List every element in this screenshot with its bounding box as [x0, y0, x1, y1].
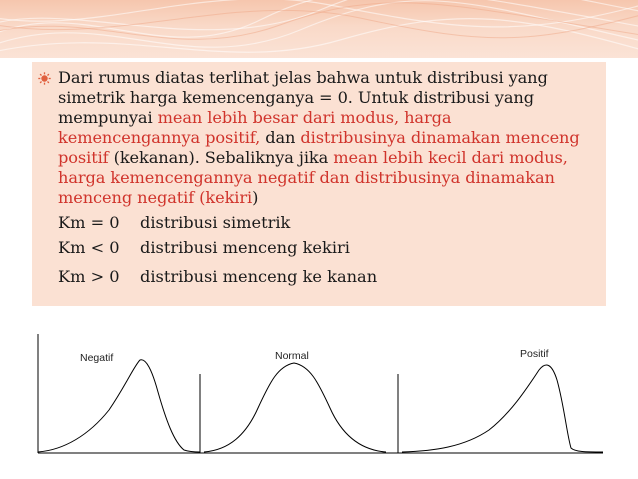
content-box — [32, 62, 606, 306]
skewness-paragraph — [38, 68, 596, 208]
positif-curve — [402, 365, 603, 452]
negatif-curve — [38, 360, 200, 452]
km-description: distribusi menceng ke kanan — [140, 267, 378, 286]
paragraph-segment-highlight: mean lebih besar dari modus, harga kemencengannya positif, — [58, 108, 452, 147]
km-rule-row — [38, 235, 596, 260]
km-expression: Km < 0 — [58, 238, 120, 257]
sun-bullet-icon — [38, 72, 51, 85]
skewness-curves-figure — [34, 330, 606, 458]
km-rule-list — [38, 210, 596, 289]
paragraph-segment: Dari rumus diatas terlihat jelas bahwa untuk distribusi yang simetrik harga kemencenganya = 0. Untuk distribusi yang mempunyai — [58, 68, 548, 127]
positif-label: Positif — [520, 348, 549, 360]
km-expression: Km = 0 — [58, 213, 120, 232]
normal-curve — [204, 363, 386, 452]
paragraph-segment: (kekanan). Sebaliknya jika — [108, 148, 334, 167]
paragraph-segment: ) — [252, 188, 259, 207]
km-expression: Km > 0 — [58, 267, 120, 286]
paragraph-segment-highlight: distribusinya dinamakan menceng positif — [58, 128, 580, 167]
paragraph-segment-highlight: mean lebih kecil dari modus, harga kemencengannya negatif dan distribusinya dinamakan menceng negatif (kekiri — [58, 148, 568, 207]
paragraph-segment: dan — [260, 128, 301, 147]
km-rule-row — [38, 210, 596, 235]
km-description: distribusi simetrik — [140, 213, 291, 232]
km-rule-row — [38, 264, 596, 289]
normal-label: Normal — [275, 350, 309, 362]
negatif-label: Negatif — [80, 352, 114, 364]
header-decoration — [0, 0, 638, 58]
header-swirl-pattern — [0, 0, 638, 58]
km-description: distribusi menceng kekiri — [140, 238, 350, 257]
